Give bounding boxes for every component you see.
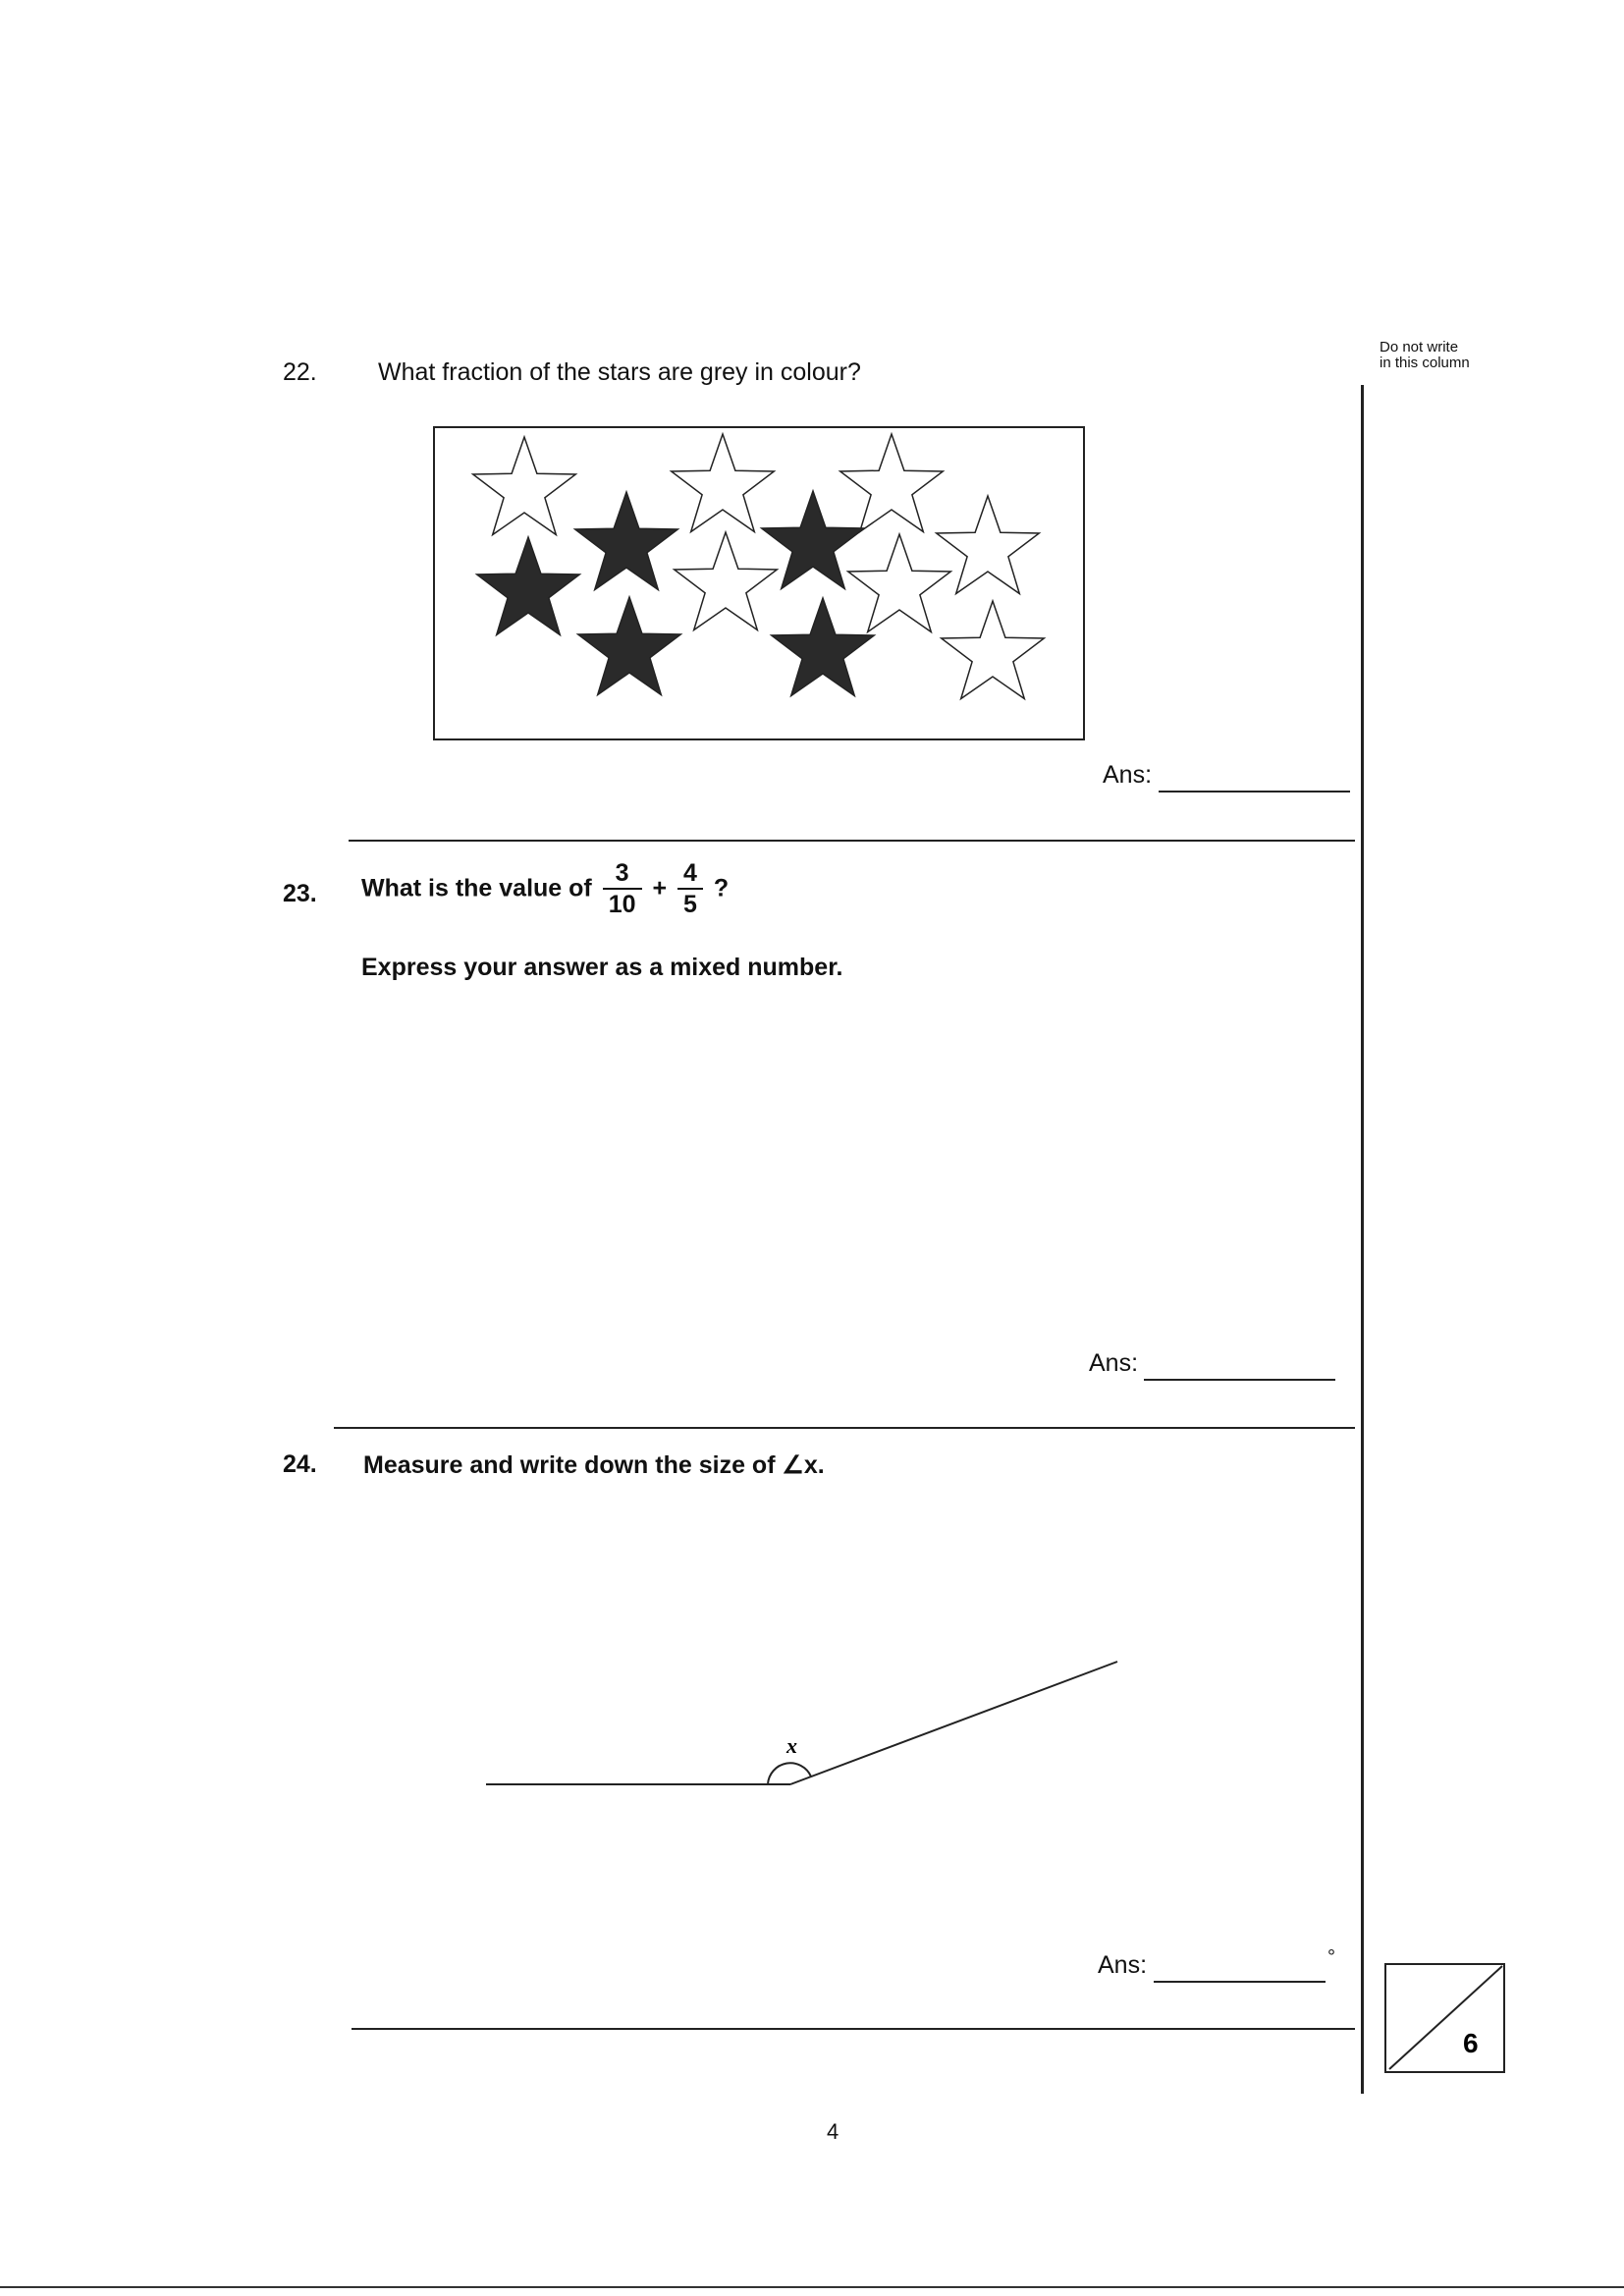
question-22-number: 22.	[283, 358, 317, 386]
degree-symbol: °	[1327, 1946, 1335, 1968]
margin-note-line-2: in this column	[1380, 355, 1470, 371]
score-box-diagonal	[1389, 1966, 1502, 2069]
fraction-2-numerator: 4	[677, 858, 703, 890]
angle-label-x: x	[786, 1733, 797, 1758]
question-24-text: Measure and write down the size of ∠x.	[363, 1451, 825, 1479]
question-23-answer-label: Ans:	[1089, 1349, 1139, 1377]
question-24-number: 24.	[283, 1450, 317, 1478]
fraction-1-denominator: 10	[608, 891, 636, 918]
question-24-answer-label: Ans:	[1098, 1951, 1148, 1979]
fraction-2-denominator: 5	[683, 891, 697, 918]
question-23-prefix: What is the value of	[361, 874, 592, 902]
bottom-border-line	[0, 2286, 1624, 2288]
question-23-number: 23.	[283, 880, 317, 907]
page-number: 4	[827, 2119, 839, 2144]
margin-note-line-1: Do not write	[1380, 339, 1459, 355]
score-box-total: 6	[1463, 2028, 1479, 2058]
question-22-answer-label: Ans:	[1103, 761, 1153, 789]
fraction-1-numerator: 3	[603, 858, 642, 890]
question-23-suffix: ?	[713, 874, 730, 902]
plus-operator: +	[652, 874, 668, 902]
question-23-instruction: Express your answer as a mixed number.	[361, 954, 843, 981]
question-22-text: What fraction of the stars are grey in colour?	[378, 358, 861, 386]
